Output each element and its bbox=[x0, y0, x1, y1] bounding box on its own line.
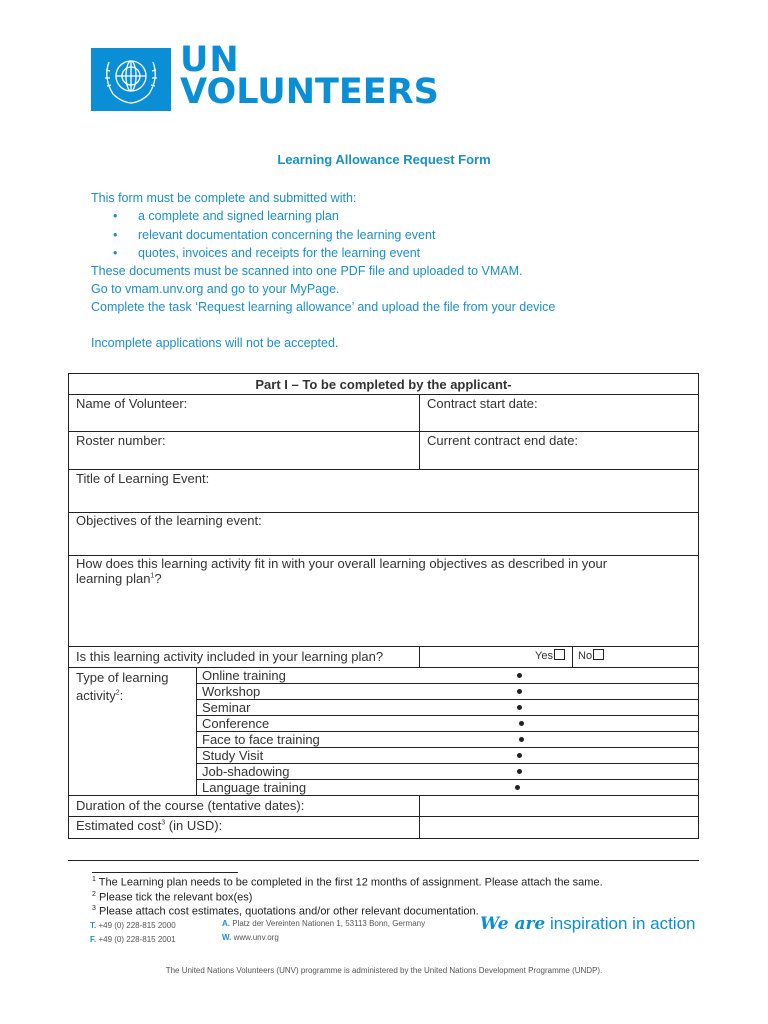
no-cell bbox=[572, 646, 699, 668]
learning-type-label-cont: activity$^2$: bbox=[76, 688, 124, 703]
option-label: Face to face training bbox=[202, 732, 320, 747]
event-title-field[interactable] bbox=[68, 469, 699, 513]
option-label: Workshop bbox=[202, 684, 261, 699]
warning-text: Incomplete applications will not be accepted. bbox=[91, 336, 339, 350]
logo-line-2: VOLUNTEERS bbox=[180, 72, 439, 112]
footnote-1: $^1$ The Learning plan needs to be completed in the first 12 months of assignment. Please attach the same. bbox=[92, 876, 603, 889]
cost-field[interactable] bbox=[419, 816, 699, 839]
option-label: Language training bbox=[202, 780, 307, 795]
phone-number: T. +49 (0) 228-815 2000 bbox=[90, 921, 176, 930]
checkbox-icon[interactable] bbox=[554, 649, 565, 660]
learning-type-option[interactable] bbox=[196, 683, 699, 700]
learning-type-option[interactable] bbox=[196, 763, 699, 780]
fit-label-cont: learning plan$^1$? bbox=[76, 571, 162, 586]
footer-note: The United Nations Volunteers (UNV) programme is administered by the United Nations Development Programme (UNDP). bbox=[165, 966, 603, 975]
fax-number: F. +49 (0) 228-815 2001 bbox=[90, 935, 176, 944]
event-title-label: Title of Learning Event: bbox=[76, 471, 210, 486]
fit-label: How does this learning activity fit in with your overall learning objectives as described in your bbox=[76, 556, 608, 571]
duration-field[interactable] bbox=[419, 795, 699, 817]
learning-type-option[interactable] bbox=[196, 747, 699, 764]
option-label: Conference bbox=[202, 716, 270, 731]
bullet-icon bbox=[517, 705, 522, 710]
bullet-icon bbox=[517, 753, 522, 758]
roster-label: Roster number: bbox=[76, 433, 166, 448]
contract-start-label: Contract start date: bbox=[427, 396, 538, 411]
bullet-item: quotes, invoices and receipts for the learning event bbox=[138, 246, 421, 260]
un-emblem-icon bbox=[91, 48, 171, 111]
application-form-table bbox=[68, 373, 699, 839]
option-label: Job-shadowing bbox=[202, 764, 290, 779]
instruction-line: Go to vmam.unv.org and go to your MyPage. bbox=[91, 282, 340, 296]
logo-wordmark bbox=[180, 40, 439, 112]
bullet-icon bbox=[515, 785, 520, 790]
footnote-3: $^3$ Please attach cost estimates, quotations and/or other relevant documentation. bbox=[92, 905, 479, 918]
un-emblem-logo bbox=[91, 48, 171, 111]
yes-cell bbox=[419, 646, 573, 668]
footnote-separator bbox=[92, 872, 238, 873]
contract-start-field[interactable] bbox=[419, 394, 699, 432]
included-label: Is this learning activity included in your learning plan? bbox=[76, 649, 384, 664]
duration-label: Duration of the course (tentative dates): bbox=[76, 798, 305, 813]
cost-label: Estimated cost$^3$ (in USD): bbox=[76, 818, 223, 833]
no-checkbox[interactable]: No bbox=[578, 649, 604, 662]
contract-end-label: Current contract end date: bbox=[427, 433, 579, 448]
learning-fit-field[interactable] bbox=[68, 555, 699, 647]
option-label: Study Visit bbox=[202, 748, 264, 763]
bullet-item: a complete and signed learning plan bbox=[138, 209, 339, 223]
contract-end-field[interactable] bbox=[419, 431, 699, 470]
bullet-icon bbox=[519, 721, 524, 726]
name-label: Name of Volunteer: bbox=[76, 396, 188, 411]
footnote-2: $^2$ Please tick the relevant box(es) bbox=[92, 891, 253, 904]
objectives-field[interactable] bbox=[68, 512, 699, 556]
bullet-dot: • bbox=[113, 209, 118, 223]
yes-checkbox[interactable]: Yes bbox=[535, 649, 565, 662]
bullet-icon bbox=[519, 737, 524, 742]
tagline: We are inspiration in action bbox=[480, 914, 696, 934]
learning-type-label-cell bbox=[68, 667, 197, 796]
learning-type-option[interactable] bbox=[196, 715, 699, 732]
address: A. Platz der Vereinten Nationen 1, 53113 Bonn, Germany bbox=[222, 919, 426, 928]
learning-type-label: Type of learning bbox=[76, 670, 169, 685]
intro-text: This form must be complete and submitted with: bbox=[91, 191, 357, 205]
learning-type-option[interactable] bbox=[196, 699, 699, 716]
bullet-item: relevant documentation concerning the learning event bbox=[138, 228, 436, 242]
bullet-dot: • bbox=[113, 228, 118, 242]
learning-type-option[interactable] bbox=[196, 731, 699, 748]
instruction-line: These documents must be scanned into one PDF file and uploaded to VMAM. bbox=[91, 264, 523, 278]
checkbox-icon[interactable] bbox=[593, 649, 604, 660]
included-question bbox=[68, 646, 420, 668]
website[interactable]: W. www.unv.org bbox=[222, 933, 279, 942]
learning-type-option[interactable] bbox=[196, 779, 699, 796]
learning-type-option[interactable] bbox=[196, 667, 699, 684]
bullet-icon bbox=[517, 689, 522, 694]
part-title: Part I – To be completed by the applicant- bbox=[255, 377, 512, 392]
page-divider bbox=[68, 860, 699, 861]
objectives-label: Objectives of the learning event: bbox=[76, 513, 262, 528]
duration-label-cell bbox=[68, 795, 420, 817]
instruction-line: Complete the task ‘Request learning allowance’ and upload the file from your device bbox=[91, 300, 556, 314]
name-field[interactable] bbox=[68, 394, 420, 432]
roster-field[interactable] bbox=[68, 431, 420, 470]
option-label: Online training bbox=[202, 668, 286, 683]
bullet-icon bbox=[517, 673, 522, 678]
bullet-dot: • bbox=[113, 246, 118, 260]
form-title: Learning Allowance Request Form bbox=[277, 152, 491, 167]
cost-label-cell bbox=[68, 816, 420, 839]
option-label: Seminar bbox=[202, 700, 251, 715]
bullet-icon bbox=[517, 769, 522, 774]
part-header bbox=[68, 373, 699, 395]
logo-line-1: UN bbox=[180, 40, 240, 80]
